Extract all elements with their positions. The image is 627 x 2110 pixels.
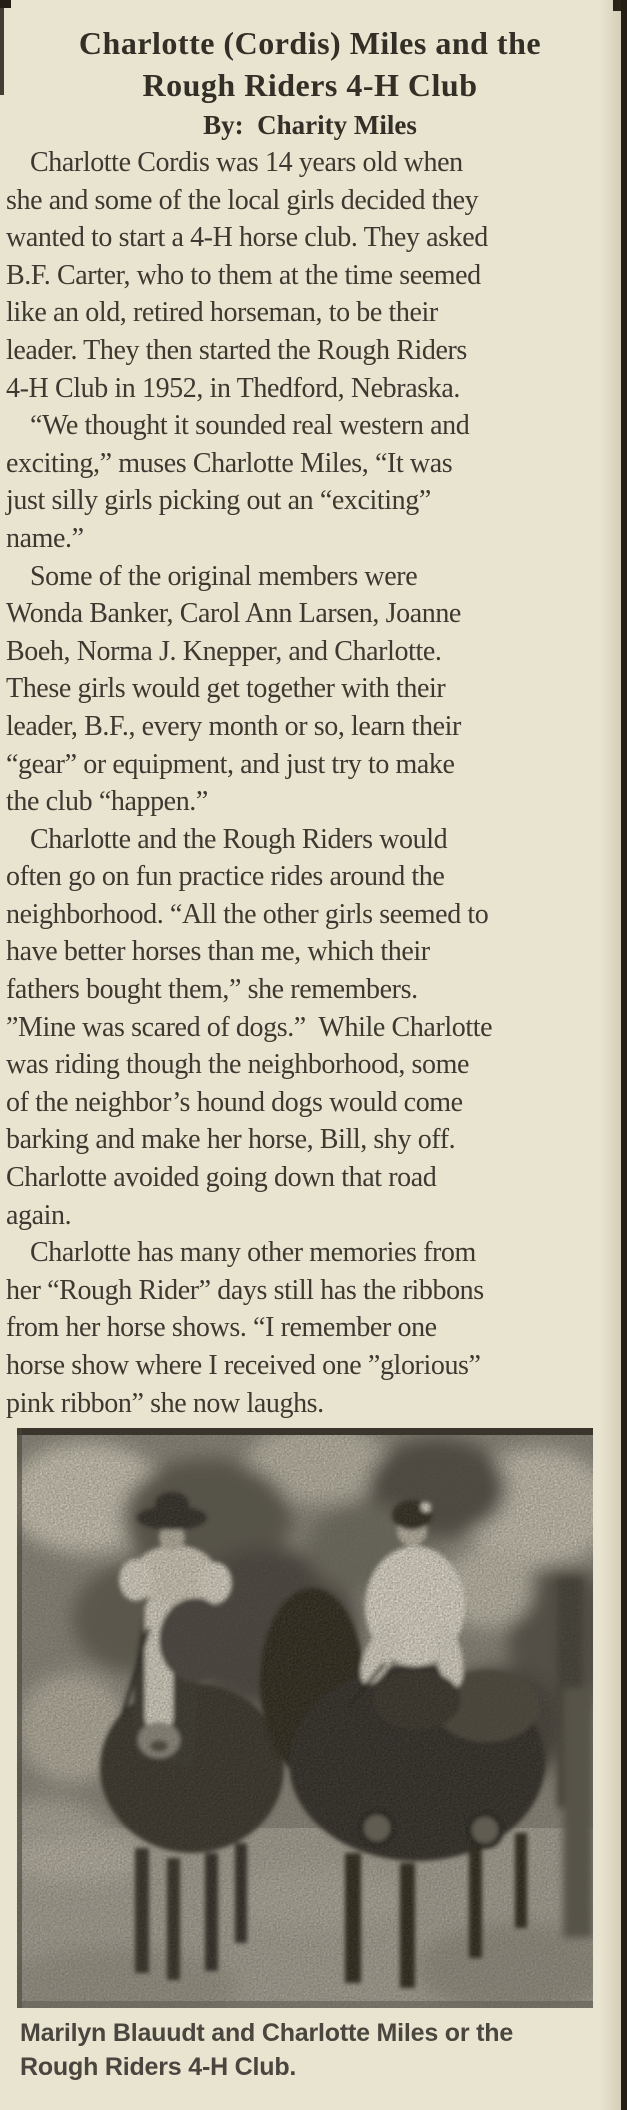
photo-edge-top xyxy=(17,1428,593,1435)
paragraph xyxy=(6,144,606,407)
title-line-2: Rough Riders 4-H Club xyxy=(142,67,478,103)
photo-edge-bottom xyxy=(17,2001,593,2008)
text-line: pink ribbon” she now laughs. xyxy=(6,1387,324,1419)
photo-caption xyxy=(20,2016,606,2084)
text-line: 4-H Club in 1952, in Thedford, Nebraska. xyxy=(6,372,460,404)
text-line: neighborhood. “All the other girls seemed to xyxy=(6,898,489,930)
text-line: B.F. Carter, who to them at the time seemed xyxy=(6,259,481,291)
text-line: name.” xyxy=(6,522,84,554)
article-title xyxy=(4,22,616,106)
text-line: her “Rough Rider” days still has the ribbons xyxy=(6,1274,484,1306)
caption-line-2: Rough Riders 4-H Club. xyxy=(20,2053,297,2081)
paragraph xyxy=(6,558,606,821)
text-line: Some of the original members were xyxy=(30,560,418,592)
text-line: fathers bought them,” she remembers. xyxy=(6,974,418,1006)
text-line: the club “happen.” xyxy=(6,786,208,818)
text-line: she and some of the local girls decided they xyxy=(6,184,479,216)
text-line: leader, B.F., every month or so, learn their xyxy=(6,710,461,742)
caption-line-1: Marilyn Blauudt and Charlotte Miles or the xyxy=(20,2019,514,2047)
halftone-grain xyxy=(17,1428,593,2008)
text-line: Charlotte has many other memories from xyxy=(30,1237,476,1269)
paragraph xyxy=(6,407,606,557)
text-line: like an old, retired horseman, to be their xyxy=(6,297,438,329)
text-line: Charlotte avoided going down that road xyxy=(6,1162,437,1194)
text-line: horse show where I received one ”glorious” xyxy=(6,1350,481,1381)
article-byline: By: Charity Miles xyxy=(203,110,417,140)
text-line: from her horse shows. “I remember one xyxy=(6,1312,437,1344)
text-line: Charlotte and the Rough Riders would xyxy=(30,823,448,855)
text-line: often go on fun practice rides around the xyxy=(6,861,445,893)
text-line: was riding though the neighborhood, some xyxy=(6,1049,470,1081)
text-line: ”Mine was scared of dogs.” While Charlotte xyxy=(6,1011,493,1043)
text-line: These girls would get together with their xyxy=(6,673,446,705)
text-line: Wonda Banker, Carol Ann Larsen, Joanne xyxy=(6,598,461,630)
text-line: just silly girls picking out an “exciting” xyxy=(6,485,431,517)
scan-right-edge xyxy=(621,0,627,2110)
text-line: “gear” or equipment, and just try to make xyxy=(6,748,455,780)
text-line: again. xyxy=(6,1199,72,1231)
text-line: wanted to start a 4-H horse club. They asked xyxy=(6,222,488,254)
text-line: Charlotte Cordis was 14 years old when xyxy=(30,147,463,178)
title-line-1: Charlotte (Cordis) Miles and the xyxy=(78,25,542,61)
text-line: have better horses than me, which their xyxy=(6,936,430,968)
paragraph xyxy=(6,821,606,1235)
photo-edge-left xyxy=(17,1428,22,2008)
text-line: exciting,” muses Charlotte Miles, “It was xyxy=(6,447,453,479)
photo-illustration xyxy=(17,1428,593,2008)
text-line: Boeh, Norma J. Knepper, and Charlotte. xyxy=(6,635,442,667)
article-body xyxy=(6,144,606,1422)
text-line: “We thought it sounded real western and xyxy=(30,410,470,442)
text-line: leader. They then started the Rough Riders xyxy=(6,334,467,366)
article-photo xyxy=(17,1428,593,2008)
text-line: of the neighbor’s hound dogs would come xyxy=(6,1086,463,1118)
paragraph xyxy=(6,1234,606,1422)
text-line: barking and make her horse, Bill, shy off. xyxy=(6,1124,456,1156)
